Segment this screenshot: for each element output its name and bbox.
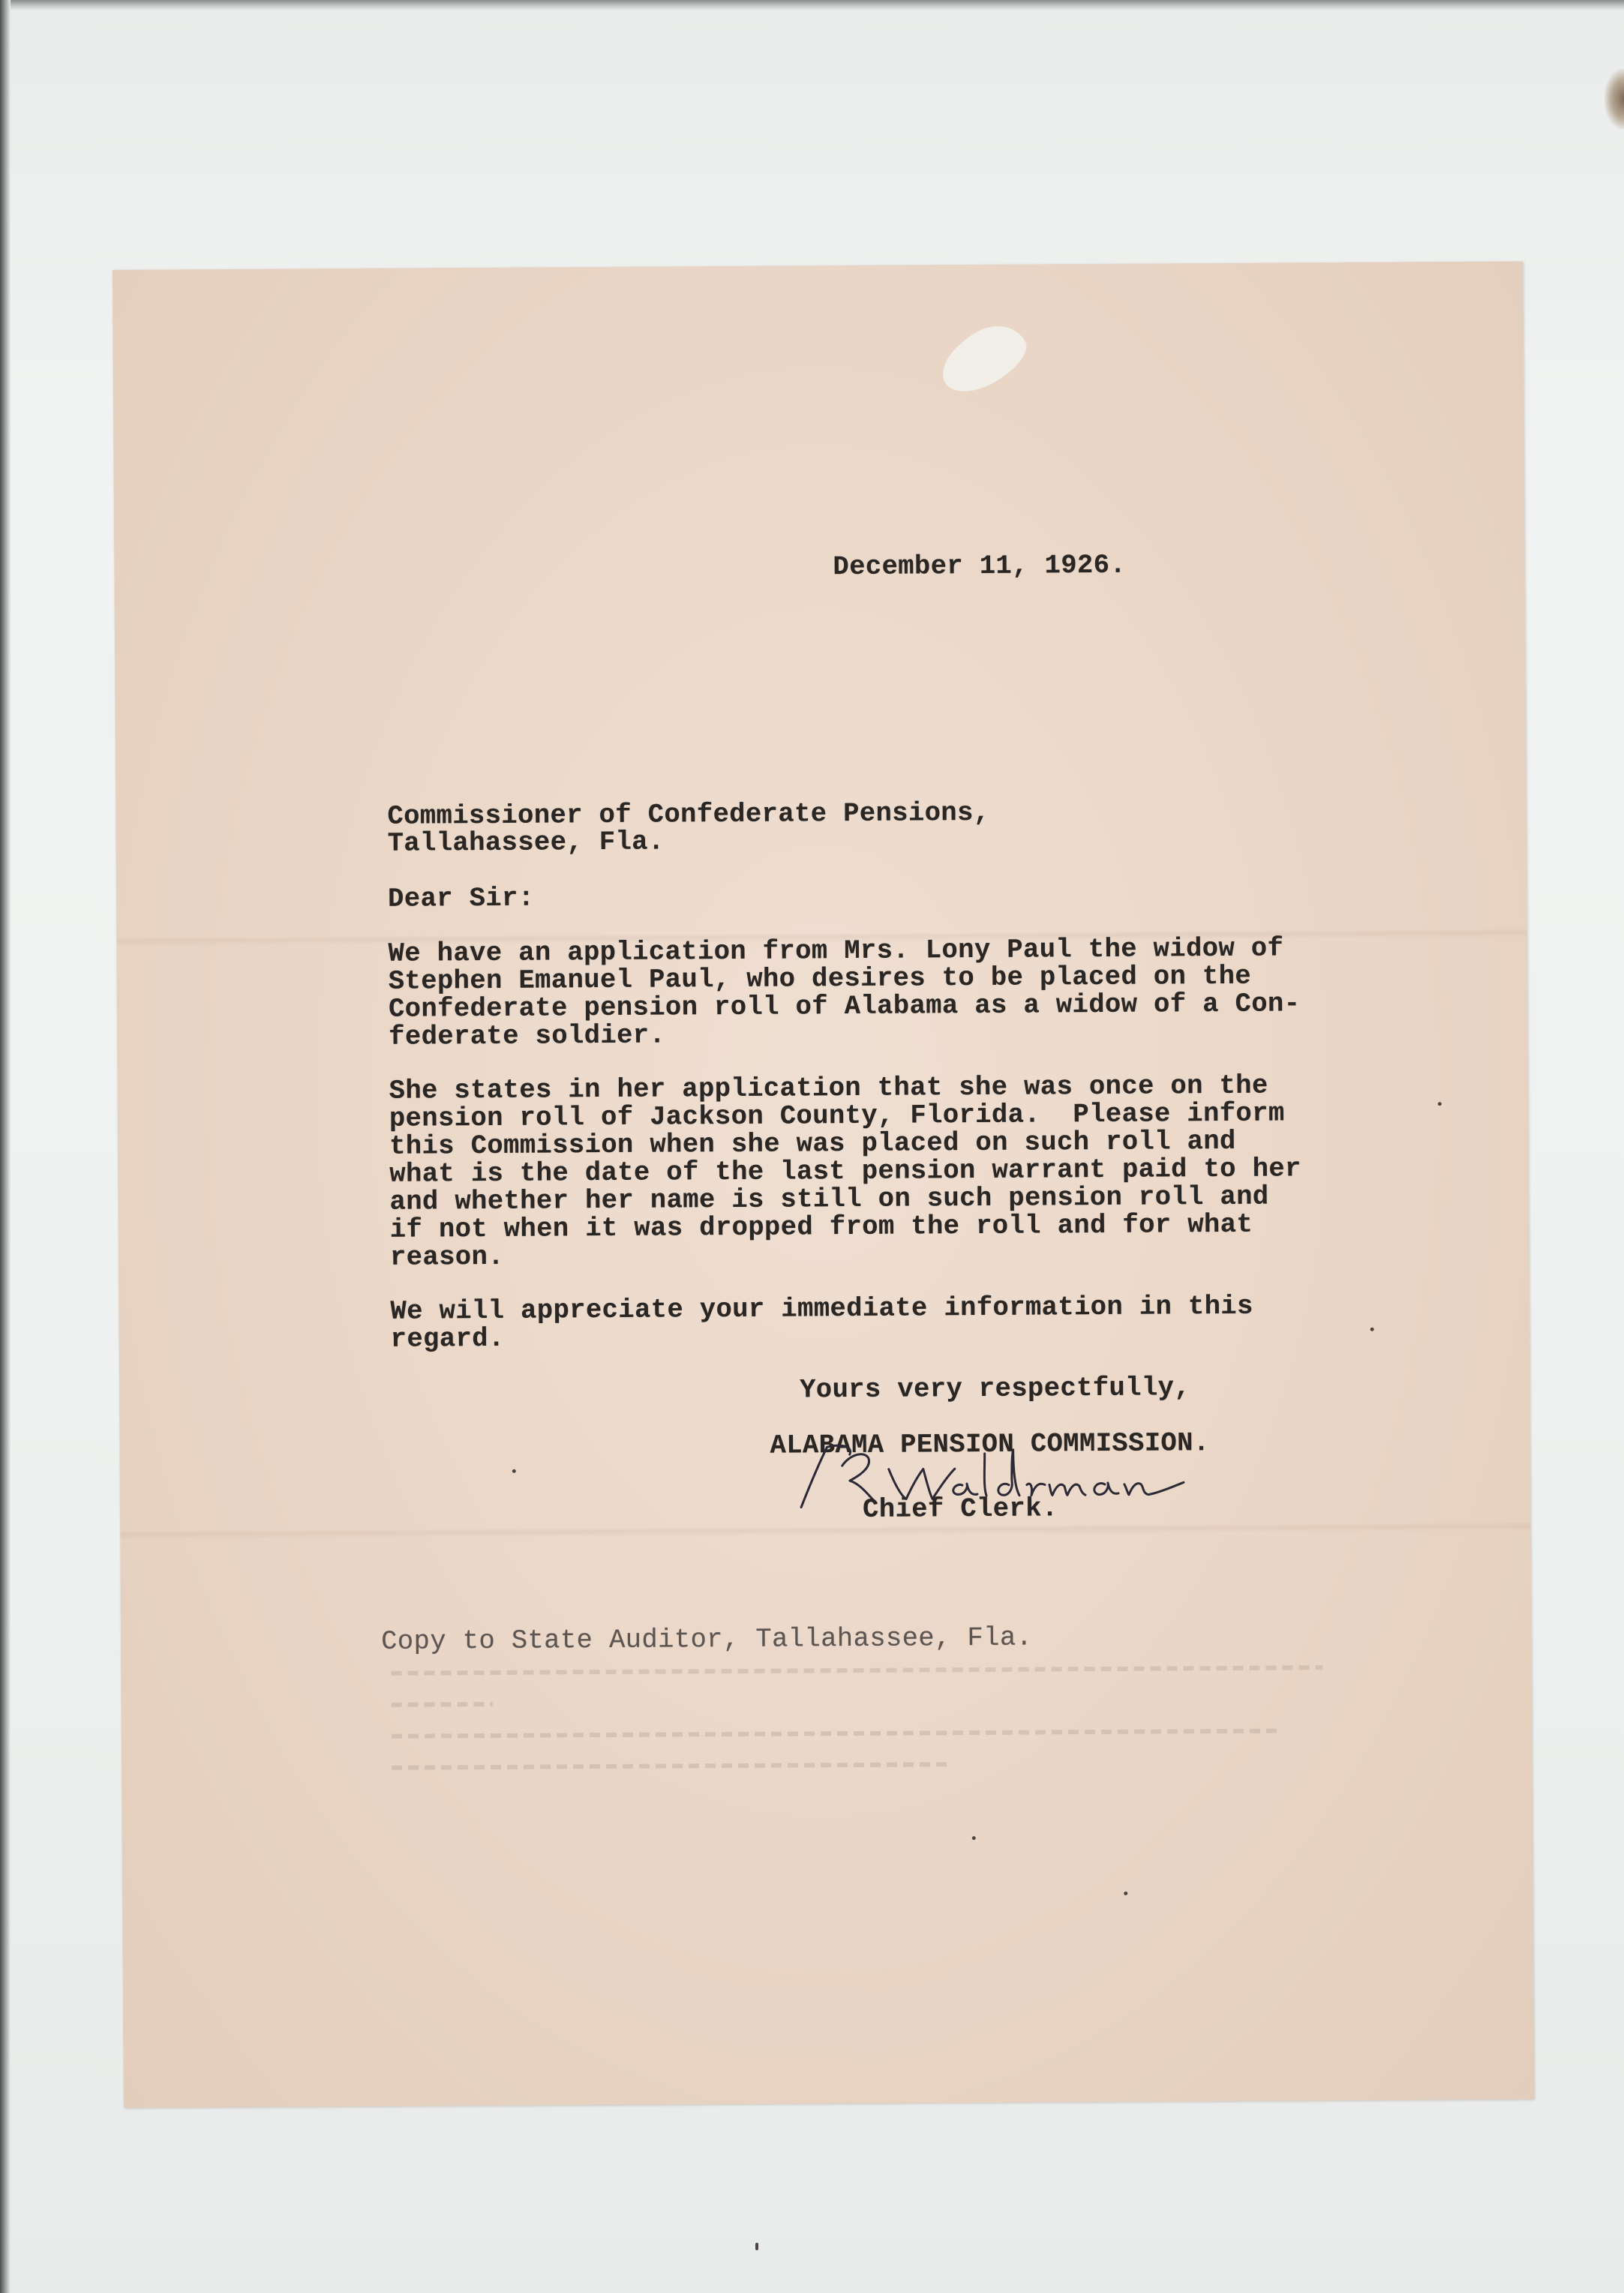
scanner-left-edge	[0, 0, 11, 2293]
letter-sheet	[113, 262, 1534, 2108]
paper-speck	[1124, 1892, 1127, 1895]
bleed-through-line	[392, 1729, 1283, 1739]
scanner-top-edge	[0, 0, 1624, 11]
bleed-through-line	[392, 1702, 493, 1707]
paragraph-line: this Commission when she was placed on such roll and	[389, 1125, 1236, 1162]
paragraph-line: and whether her name is still on such pension roll and	[389, 1181, 1269, 1217]
paper-tear	[931, 314, 1035, 404]
copy-note: Copy to State Auditor, Tallahassee, Fla.	[381, 1622, 1033, 1657]
paragraph-line: if not when it was dropped from the roll and for what	[389, 1208, 1253, 1245]
organization-name: ALABAMA PENSION COMMISSION.	[770, 1427, 1210, 1461]
paper-speck	[1438, 1102, 1442, 1106]
paper-speck	[972, 1836, 976, 1840]
paragraph-line: Stephen Emanuel Paul, who desires to be placed on the	[388, 960, 1252, 997]
recipient-line-2: Tallahassee, Fla.	[387, 826, 665, 859]
closing: Yours very respectfully,	[800, 1372, 1191, 1406]
paragraph-line: She states in her application that she was once on the	[389, 1070, 1268, 1106]
paper-speck	[512, 1469, 516, 1473]
scanner-speck	[755, 2243, 758, 2250]
recipient-line-1: Commissioner of Confederate Pensions,	[387, 797, 990, 832]
paragraph-line: Confederate pension roll of Alabama as a widow of a Con-	[388, 988, 1301, 1025]
paragraph-line: pension roll of Jackson County, Florida. Please inform	[389, 1097, 1285, 1134]
paper-speck	[1370, 1328, 1374, 1331]
bleed-through-line	[391, 1665, 1322, 1676]
paper-clip-mark	[1604, 69, 1624, 129]
bleed-through-line	[392, 1762, 949, 1770]
letter-date: December 11, 1926.	[833, 549, 1127, 583]
paragraph-line: We have an application from Mrs. Lony Paul the widow of	[388, 932, 1284, 969]
paragraph-line: federate soldier.	[389, 1019, 666, 1052]
paragraph-line: We will appreciate your immediate information in this	[390, 1290, 1253, 1327]
bleed-through-text	[391, 1665, 1405, 1896]
paragraph-line: reason.	[389, 1241, 505, 1273]
paragraph-line: regard.	[390, 1322, 505, 1355]
signer-title: Chief Clerk.	[862, 1493, 1058, 1525]
salutation: Dear Sir:	[388, 882, 535, 914]
paragraph-line: what is the date of the last pension warrant paid to her	[389, 1153, 1301, 1190]
